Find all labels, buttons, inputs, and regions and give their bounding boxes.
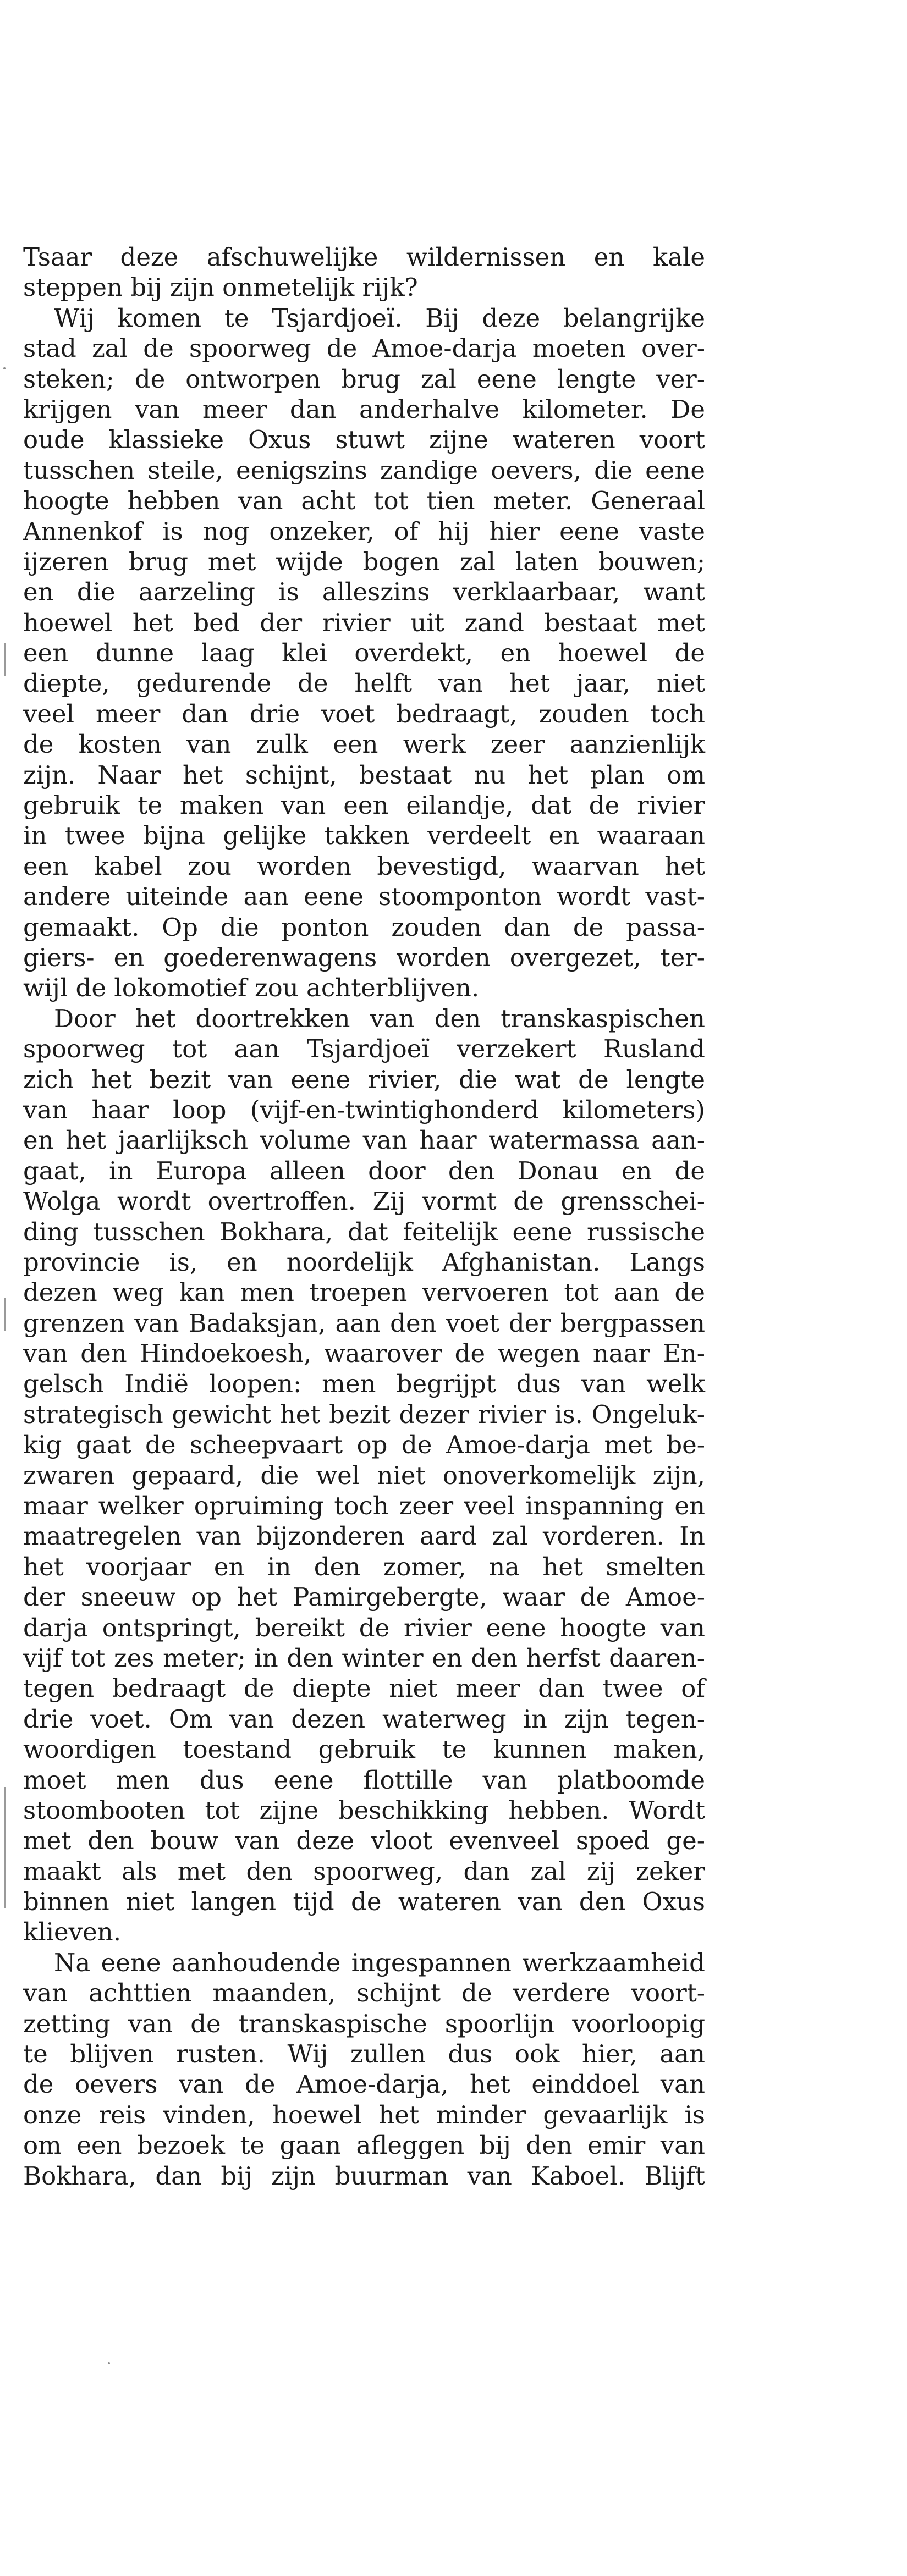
text-line: stoombooten tot zijne beschikking hebben. Wordt bbox=[23, 1795, 705, 1825]
text-line: andere uiteinde aan eene stoomponton wordt vast- bbox=[23, 882, 705, 912]
text-line: provincie is, en noordelijk Afghanistan. Langs bbox=[23, 1247, 705, 1277]
text-line: darja ontspringt, bereikt de rivier eene hoogte van bbox=[23, 1613, 705, 1642]
text-line: zijn. Naar het schijnt, bestaat nu het plan om bbox=[23, 760, 705, 790]
text-line: gaat, in Europa alleen door den Donau en de bbox=[23, 1156, 705, 1185]
text-line: gebruik te maken van een eilandje, dat de rivier bbox=[23, 791, 705, 820]
text-line: giers- en goederenwagens worden overgezet, ter- bbox=[23, 942, 705, 972]
text-line: maatregelen van bijzonderen aard zal vorderen. In bbox=[23, 1521, 705, 1551]
text-line: Annenkof is nog onzeker, of hij hier eene vaste bbox=[23, 516, 705, 546]
text-line: diepte, gedurende de helft van het jaar, niet bbox=[23, 669, 705, 698]
paragraph bbox=[23, 242, 705, 303]
text-line: tusschen steile, eenigszins zandige oevers, die eene bbox=[23, 455, 705, 485]
text-line: vijf tot zes meter; in den winter en den herfst daaren- bbox=[23, 1643, 705, 1673]
text-line: maar welker opruiming toch zeer veel inspanning en bbox=[23, 1491, 705, 1521]
text-line: steppen bij zijn onmetelijk rijk? bbox=[23, 273, 418, 302]
text-line: wijl de lokomotief zou achterblijven. bbox=[23, 973, 480, 1003]
paragraph bbox=[23, 1003, 705, 1948]
text-line: te blijven rusten. Wij zullen dus ook hier, aan bbox=[23, 2039, 705, 2069]
text-line: Wolga wordt overtroffen. Zij vormt de grensschei- bbox=[23, 1187, 705, 1216]
text-line: en die aarzeling is alleszins verklaarbaar, want bbox=[23, 577, 705, 607]
text-line: zich het bezit van eene rivier, die wat de lengte bbox=[23, 1064, 705, 1094]
text-line: zetting van de transkaspische spoorlijn voorloopig bbox=[23, 2009, 705, 2038]
text-line: ijzeren brug met wijde bogen zal laten bouwen; bbox=[23, 547, 705, 576]
text-line: oude klassieke Oxus stuwt zijne wateren voort bbox=[23, 425, 705, 455]
text-line: Wij komen te Tsjardjoeï. Bij deze belangrijke bbox=[54, 303, 705, 333]
text-line: van den Hindoekoesh, waarover de wegen naar En- bbox=[23, 1339, 705, 1369]
text-line: kig gaat de scheepvaart op de Amoe-darja met be- bbox=[23, 1430, 705, 1460]
text-line: strategisch gewicht het bezit dezer rivier is. Ongeluk- bbox=[23, 1399, 705, 1429]
text-line: en het jaarlijksch volume van haar watermassa aan- bbox=[23, 1126, 705, 1155]
margin-mark bbox=[4, 1787, 6, 1908]
paragraph bbox=[23, 1948, 705, 2191]
text-line: gemaakt. Op die ponton zouden dan de passa- bbox=[23, 912, 705, 942]
text-column bbox=[23, 242, 705, 2191]
text-line: zwaren gepaard, die wel niet onoverkomelijk zijn, bbox=[23, 1460, 705, 1490]
text-line: stad zal de spoorweg de Amoe-darja moeten over- bbox=[23, 334, 705, 363]
scan-speck bbox=[3, 367, 6, 369]
scan-speck bbox=[108, 2362, 110, 2364]
text-line: ding tusschen Bokhara, dat feitelijk eene russische bbox=[23, 1217, 705, 1246]
text-line: hoogte hebben van acht tot tien meter. Generaal bbox=[23, 486, 705, 516]
text-line: het voorjaar en in den zomer, na het smelten bbox=[23, 1552, 705, 1581]
text-line: Bokhara, dan bij zijn buurman van Kaboel. Blijft bbox=[23, 2161, 705, 2191]
text-line: met den bouw van deze vloot evenveel spoed ge- bbox=[23, 1826, 705, 1856]
text-line: van haar loop (vijf-en-twintighonderd kilometers) bbox=[23, 1095, 705, 1124]
text-line: maakt als met den spoorweg, dan zal zij zeker bbox=[23, 1856, 705, 1886]
text-line: steken; de ontworpen brug zal eene lengte ver- bbox=[23, 364, 705, 394]
text-line: Tsaar deze afschuwelijke wildernissen en kale bbox=[23, 242, 705, 272]
text-line: tegen bedraagt de diepte niet meer dan twee of bbox=[23, 1674, 705, 1703]
text-line: een kabel zou worden bevestigd, waarvan het bbox=[23, 851, 705, 881]
text-line: gelsch Indië loopen: men begrijpt dus van welk bbox=[23, 1369, 705, 1399]
text-line: spoorweg tot aan Tsjardjoeï verzekert Rusland bbox=[23, 1034, 705, 1064]
text-line: klieven. bbox=[23, 1917, 122, 1947]
text-line: dezen weg kan men troepen vervoeren tot aan de bbox=[23, 1278, 705, 1308]
text-line: krijgen van meer dan anderhalve kilometer. De bbox=[23, 394, 705, 424]
text-line: der sneeuw op het Pamirgebergte, waar de Amoe- bbox=[23, 1582, 705, 1612]
text-line: hoewel het bed der rivier uit zand bestaat met bbox=[23, 608, 705, 637]
text-line: in twee bijna gelijke takken verdeelt en waaraan bbox=[23, 821, 705, 851]
text-line: Na eene aanhoudende ingespannen werkzaamheid bbox=[54, 1948, 705, 1977]
text-line: een dunne laag klei overdekt, en hoewel de bbox=[23, 638, 705, 668]
text-line: binnen niet langen tijd de wateren van den Oxus bbox=[23, 1887, 705, 1917]
text-line: de kosten van zulk een werk zeer aanzienlijk bbox=[23, 730, 705, 759]
text-line: moet men dus eene flottille van platboomde bbox=[23, 1765, 705, 1795]
text-line: woordigen toestand gebruik te kunnen maken, bbox=[23, 1735, 705, 1764]
text-line: de oevers van de Amoe-darja, het einddoel van bbox=[23, 2070, 705, 2099]
text-line: onze reis vinden, hoewel het minder gevaarlijk is bbox=[23, 2100, 705, 2130]
paragraph bbox=[23, 303, 705, 1003]
text-line: grenzen van Badaksjan, aan den voet der bergpassen bbox=[23, 1308, 705, 1338]
margin-mark bbox=[4, 643, 6, 676]
margin-mark bbox=[4, 1298, 6, 1331]
text-line: Door het doortrekken van den transkaspischen bbox=[54, 1003, 705, 1033]
text-line: van achttien maanden, schijnt de verdere voort- bbox=[23, 1978, 705, 2008]
text-line: om een bezoek te gaan afleggen bij den emir van bbox=[23, 2131, 705, 2160]
text-line: veel meer dan drie voet bedraagt, zouden toch bbox=[23, 699, 705, 729]
text-line: drie voet. Om van dezen waterweg in zijn tegen- bbox=[23, 1704, 705, 1734]
